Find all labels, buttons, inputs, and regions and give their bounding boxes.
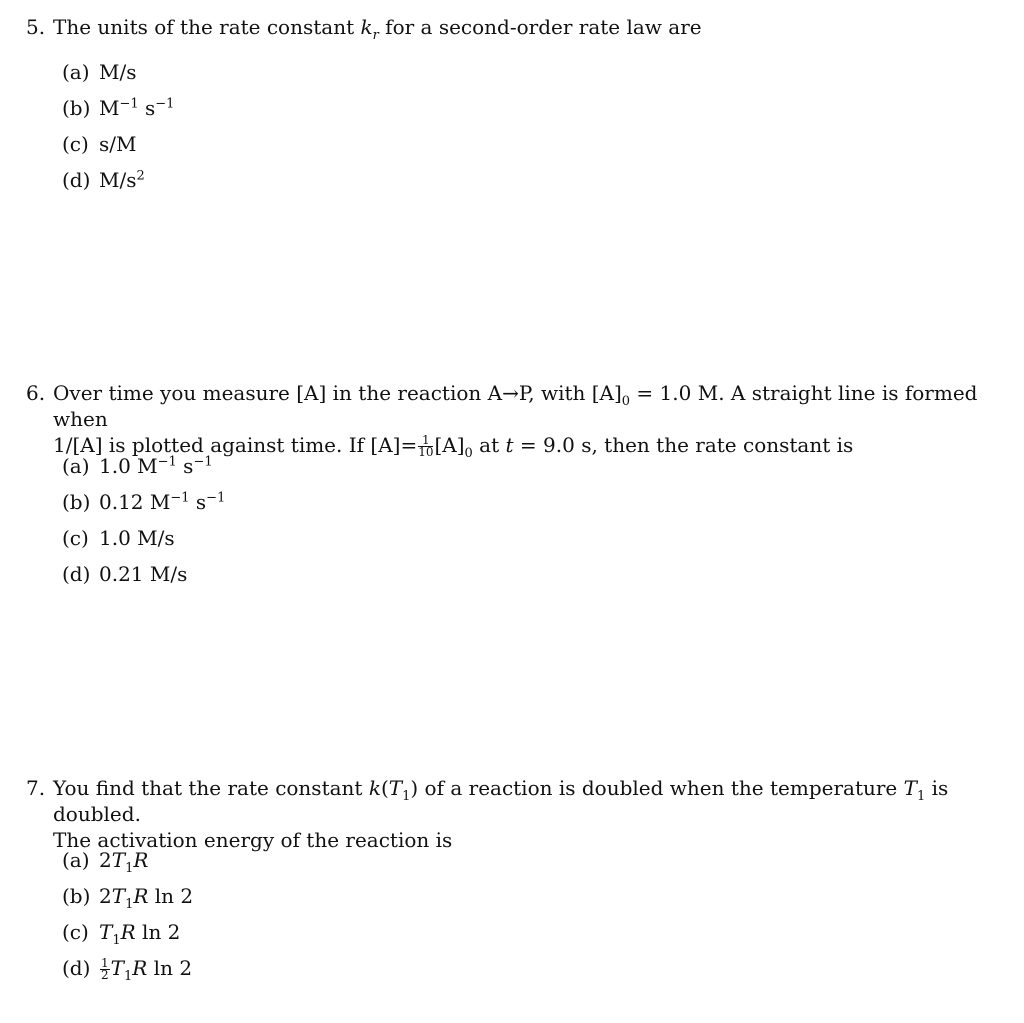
option-c[interactable]: (c) $T_1R$ ln 2	[62, 920, 181, 948]
options-q7	[62, 847, 193, 991]
option-c[interactable]: (c) s/M	[62, 132, 137, 156]
option-d[interactable]: (d) $M/s^2$	[62, 168, 145, 192]
option-a[interactable]: (a) 1.0 $M^{-1}$ $s^{-1}$	[62, 454, 213, 478]
question-stem: The units of the rate constant $k_r$ for a second-order rate law are	[53, 15, 702, 43]
option-b[interactable]: (b) $M^{-1}$ $s^{-1}$	[62, 96, 175, 120]
options-q6	[62, 453, 225, 597]
fraction-one-half: $\frac{1}{2}$	[101, 956, 109, 982]
option-c[interactable]: (c) 1.0 M/s	[62, 526, 175, 550]
question-stem: Over time you measure [A] in the reaction A→P, with $[A]_0 = 1.0$ M. A straight line is formed when 1/[A] is plotted against time. If [A]= $\frac{1}{10}$ $[A]_0$ at t = 9.0 s, then the rate constant is	[53, 381, 978, 461]
option-d[interactable]: (d) 0.21 M/s	[62, 562, 188, 586]
question-6	[26, 380, 1006, 461]
question-5	[26, 14, 1006, 43]
option-b[interactable]: (b) 0.12 $M^{-1}$ $s^{-1}$	[62, 490, 226, 514]
question-number: 5.	[26, 15, 46, 39]
option-a[interactable]: (a) $2T_1R$	[62, 848, 149, 876]
option-a[interactable]: (a) M/s	[62, 60, 137, 84]
question-number: 7.	[26, 776, 46, 800]
options-q5	[62, 59, 174, 203]
fraction-one-tenth: $\frac{1}{10}$	[418, 433, 434, 459]
option-b[interactable]: (b) $2T_1R$ ln 2	[62, 884, 194, 912]
question-number: 6.	[26, 381, 46, 405]
question-7	[26, 775, 1006, 853]
option-d[interactable]: (d) $\frac{1}{2}$ $T_1R$ ln 2	[62, 956, 193, 984]
question-stem: You find that the rate constant $k(T_1)$ of a reaction is doubled when the temperature $T_1$ is doubled. The activation energy of the reaction is	[53, 776, 949, 852]
